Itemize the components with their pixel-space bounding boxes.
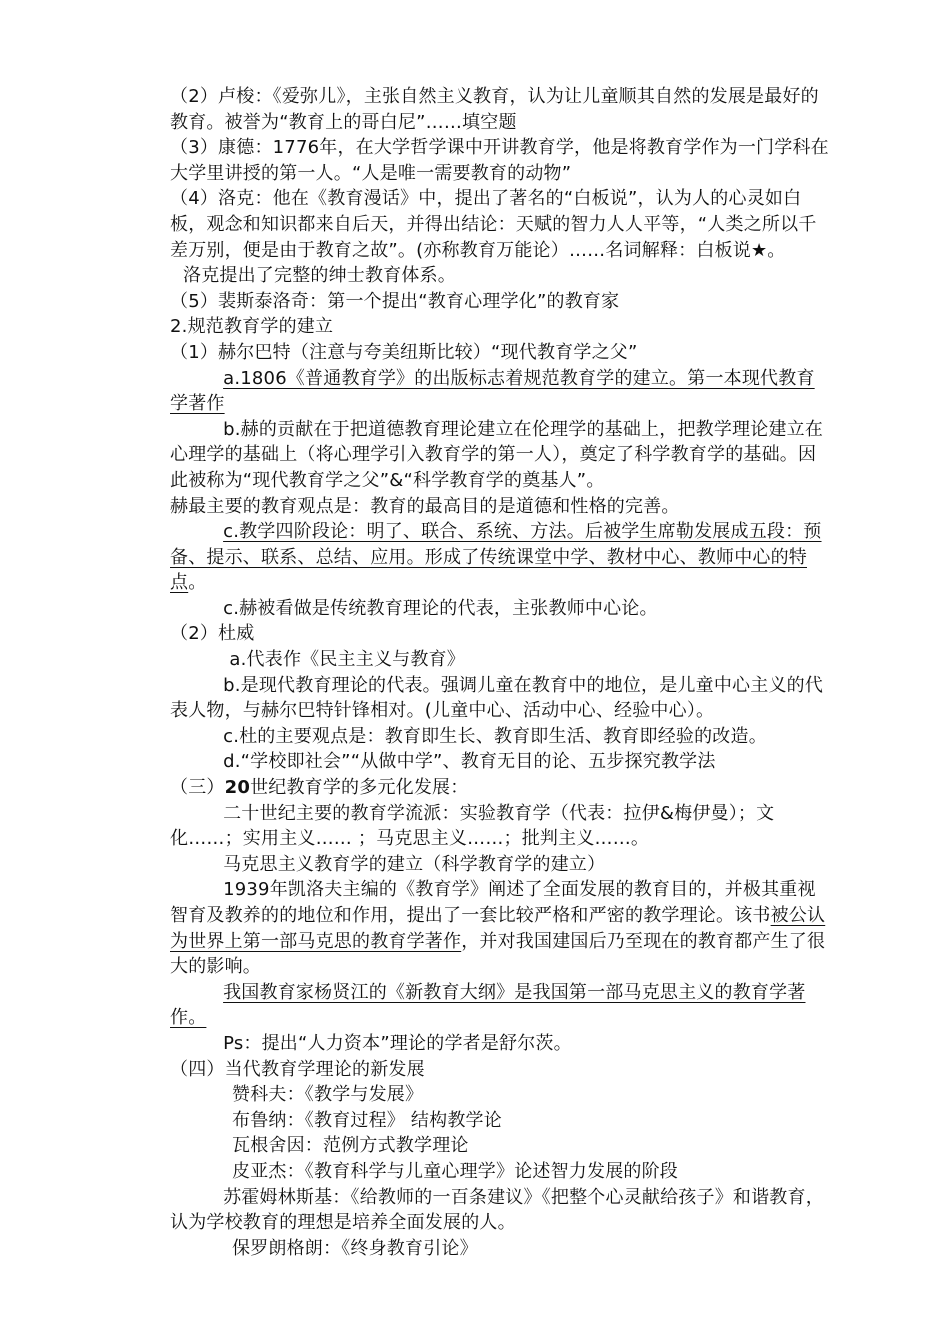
paragraph-dewey-c: c.杜的主要观点是：教育即生长、教育即生活、教育即经验的改造。 bbox=[223, 725, 767, 747]
punctuation: 。 bbox=[188, 572, 207, 594]
underlined-text: c.教学四阶段论：明了、联合、系统、方法。后被学生席勒发展成五段：预备、提示、联系、总结、应用。形成了传统课堂中学、教材中心、教师中心的特点 bbox=[170, 521, 822, 594]
paragraph-marxist-heading: 马克思主义教育学的建立（科学教育学的建立） bbox=[223, 853, 606, 875]
paragraph-locke-gentleman: 洛克提出了完整的绅士教育体系。 bbox=[183, 265, 456, 287]
paragraph-herbart-b: b.赫的贡献在于把道德教育理论建立在伦理学的基础上，把教学理论建立在心理学的基础上（将心理学引入教育学的第一人），奠定了科学教育学的基础。因此被称为“现代教育学之父”&“科学教育学的奠基人”。 bbox=[170, 418, 824, 491]
paragraph-wagenschein: 瓦根舍因：范例方式教学理论 bbox=[232, 1135, 469, 1157]
century-number: 20 bbox=[224, 777, 251, 799]
paragraph-yang bbox=[170, 980, 830, 1031]
underlined-text: 我国教育家杨贤江的《新教育大纲》是我国第一部马克思主义的教育学著作。 bbox=[170, 981, 806, 1029]
paragraph-dewey-b: b.是现代教育理论的代表。强调儿童在教育中的地位，是儿童中心主义的代表人物，与赫尔巴特针锋相对。(儿童中心、活动中心、经验中心）。 bbox=[170, 674, 824, 722]
text: 1939年凯洛夫主编的《教育学》阐述了全面发展的教育目的，并极其重视智育及教养的的地位和作用，提出了一套比较严格和严密的教学理论。该书 bbox=[170, 879, 816, 926]
paragraph-ps: Ps：提出“人力资本”理论的学者是舒尔茨。 bbox=[223, 1032, 572, 1054]
paragraph-schools: 二十世纪主要的教育学流派：实验教育学（代表：拉伊&梅伊曼）；文化……；实用主义…… ；马克思主义……；批判主义……。 bbox=[170, 802, 775, 850]
section-heading-contemporary: （四）当代教育学理论的新发展 bbox=[170, 1058, 425, 1080]
paragraph-dewey-a: a.代表作《民主主义与教育》 bbox=[229, 649, 465, 671]
paragraph-piaget: 皮亚杰：《教育科学与儿童心理学》论述智力发展的阶段 bbox=[232, 1160, 678, 1182]
paragraph-herbart-view: 赫最主要的教育观点是：教育的最高目的是道德和性格的完善。 bbox=[170, 495, 680, 517]
paragraph-herbart-a bbox=[170, 366, 830, 417]
section-title: 世纪教育学的多元化发展： bbox=[250, 777, 469, 799]
paragraph-bruner: 布鲁纳：《教育过程》 结构教学论 bbox=[232, 1109, 502, 1131]
paragraph-herbart-c bbox=[170, 519, 830, 596]
document-page bbox=[170, 84, 830, 1261]
paragraph-sukhomlinsky: 苏霍姆林斯基：《给教师的一百条建议》《把整个心灵献给孩子》和谐教育，认为学校教育的理想是培养全面发展的人。 bbox=[170, 1186, 824, 1234]
paragraph-rousseau: （2）卢梭：《爱弥儿》，主张自然主义教育，认为让儿童顺其自然的发展是最好的教育。被誉为“教育上的哥白尼”……填空题 bbox=[170, 86, 819, 133]
paragraph-pestalozzi: （5）裴斯泰洛奇：第一个提出“教育心理学化”的教育家 bbox=[170, 290, 620, 312]
section-heading-20th bbox=[170, 775, 830, 801]
underlined-text: 被公认为世界上第一部马克思的教育学著作 bbox=[170, 905, 826, 952]
paragraph-zankov: 赞科夫：《教学与发展》 bbox=[232, 1084, 424, 1106]
paragraph-dewey-d: d.“学校即社会”“从做中学”、教育无目的论、五步探究教学法 bbox=[223, 751, 716, 773]
underlined-text: a.1806《普通教育学》的出版标志着规范教育学的建立。第一本现代教育学著作 bbox=[170, 367, 815, 415]
paragraph-herbart: （1）赫尔巴特（注意与夸美纽斯比较）“现代教育学之父” bbox=[170, 341, 638, 363]
section-number: （三） bbox=[170, 777, 225, 799]
paragraph-kant: （3）康德：1776年，在大学哲学课中开讲教育学，他是将教育学作为一门学科在大学里讲授的第一人。“人是唯一需要教育的动物” bbox=[170, 137, 829, 184]
paragraph-lengrand: 保罗朗格朗：《终身教育引论》 bbox=[232, 1237, 478, 1259]
text: ，并对我国建国后乃至现在的教育都产生了很大的影响。 bbox=[170, 930, 826, 978]
paragraph-locke: （4）洛克：他在《教育漫话》中，提出了著名的“白板说”，认为人的心灵如白板，观念和知识都来自后天，并得出结论：天赋的智力人人平等，“人类之所以千差万别，便是由于教育之故”。(亦称教育万能论）……名词解释：白板说★。 bbox=[170, 188, 817, 261]
paragraph-dewey: （2）杜威 bbox=[170, 623, 255, 645]
paragraph-herbart-c2: c.赫被看做是传统教育理论的代表，主张教师中心论。 bbox=[223, 597, 658, 619]
section-heading-normative: 2.规范教育学的建立 bbox=[170, 316, 334, 338]
paragraph-kairov bbox=[170, 877, 830, 979]
